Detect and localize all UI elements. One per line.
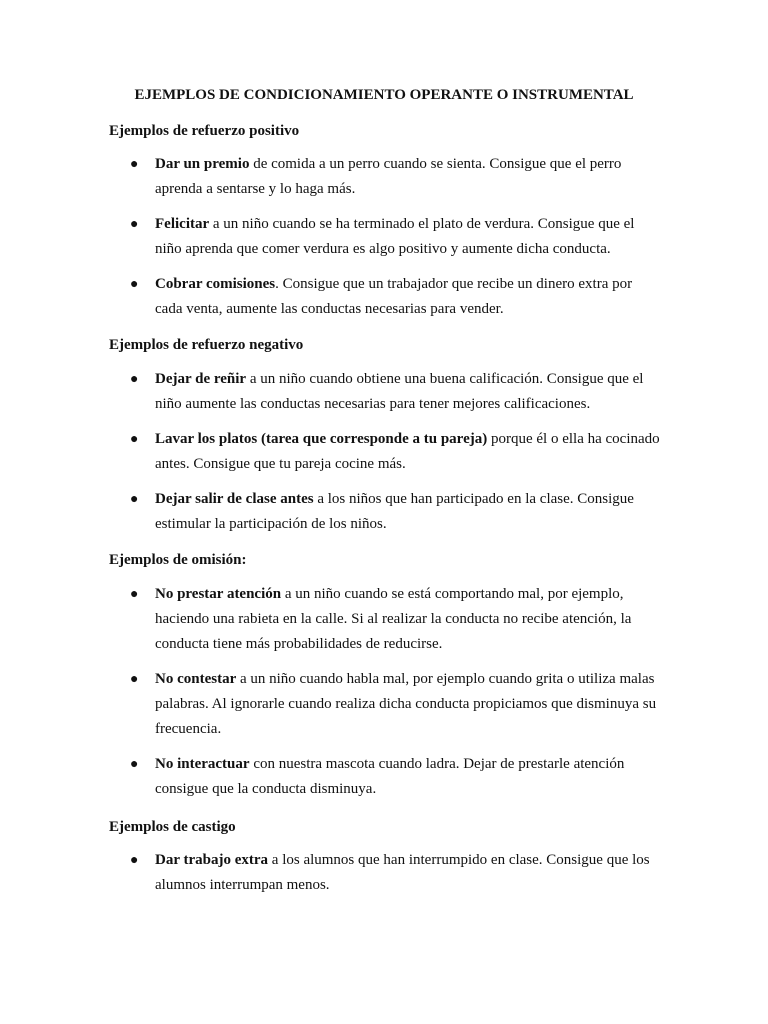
bullet-icon: ● — [130, 853, 139, 868]
list-item — [109, 367, 669, 417]
bullet-icon: ● — [130, 757, 139, 772]
item-text: . Consigue que un trabajador que recibe un dinero extra por cada venta, aumente las conductas necesarias para vender. — [155, 276, 633, 317]
bullet-icon: ● — [130, 672, 139, 687]
item-text: de comida a un perro cuando se sienta. Consigue que el perro aprenda a sentarse y lo haga más. — [155, 156, 622, 197]
section-heading-omision: Ejemplos de omisión: — [109, 552, 247, 568]
list-item — [109, 582, 669, 657]
list-item — [109, 752, 669, 802]
item-keyword: Felicitar — [155, 216, 210, 232]
item-text: a un niño cuando obtiene una buena calificación. Consigue que el niño aumente las conductas necesarias para tener mejores calificaciones. — [155, 371, 644, 412]
list-item — [109, 212, 669, 262]
section-heading-refuerzo-positivo: Ejemplos de refuerzo positivo — [109, 123, 300, 139]
list-item — [109, 487, 669, 537]
item-keyword: Dejar de reñir — [155, 371, 247, 387]
item-keyword: Dar trabajo extra — [155, 852, 269, 868]
bullet-icon: ● — [130, 277, 139, 292]
bullet-icon: ● — [130, 157, 139, 172]
item-keyword: No contestar — [155, 671, 237, 687]
item-keyword: No interactuar — [155, 756, 250, 772]
item-text: porque él o ella ha cocinado antes. Consigue que tu pareja cocine más. — [155, 431, 660, 472]
item-text: a un niño cuando se ha terminado el plato de verdura. Consigue que el niño aprenda que comer verdura es algo positivo y aumente dicha conducta. — [155, 216, 635, 257]
bullet-icon: ● — [130, 587, 139, 602]
bullet-icon: ● — [130, 217, 139, 232]
list-item — [109, 848, 669, 898]
item-keyword: Dejar salir de clase antes — [155, 491, 314, 507]
item-keyword: Cobrar comisiones — [155, 276, 276, 292]
item-keyword: No prestar atención — [155, 586, 282, 602]
document-title: EJEMPLOS DE CONDICIONAMIENTO OPERANTE O INSTRUMENTAL — [134, 87, 634, 103]
item-text: a los alumnos que han interrumpido en clase. Consigue que los alumnos interrumpan menos. — [155, 852, 650, 893]
list-item — [109, 667, 669, 742]
item-text: a los niños que han participado en la clase. Consigue estimular la participación de los niños. — [155, 491, 634, 532]
section-heading-refuerzo-negativo: Ejemplos de refuerzo negativo — [109, 337, 304, 353]
section-heading-castigo: Ejemplos de castigo — [109, 819, 236, 835]
bullet-icon: ● — [130, 372, 139, 387]
list-item — [109, 272, 669, 322]
item-keyword: Dar un premio — [155, 156, 250, 172]
bullet-icon: ● — [130, 492, 139, 507]
item-keyword: Lavar los platos (tarea que corresponde a tu pareja) — [155, 431, 488, 447]
item-text: a un niño cuando se está comportando mal, por ejemplo, haciendo una rabieta en la calle. Si al realizar la conducta no recibe atención, la conducta tiene más probabilidades de reducirse. — [155, 586, 632, 652]
item-text: con nuestra mascota cuando ladra. Dejar de prestarle atención consigue que la conducta disminuya. — [155, 756, 625, 797]
list-item — [109, 152, 669, 202]
item-text: a un niño cuando habla mal, por ejemplo cuando grita o utiliza malas palabras. Al ignorarle cuando realiza dicha conducta propiciamos que disminuya su frecuencia. — [155, 671, 657, 737]
bullet-icon: ● — [130, 432, 139, 447]
list-item — [109, 427, 669, 477]
